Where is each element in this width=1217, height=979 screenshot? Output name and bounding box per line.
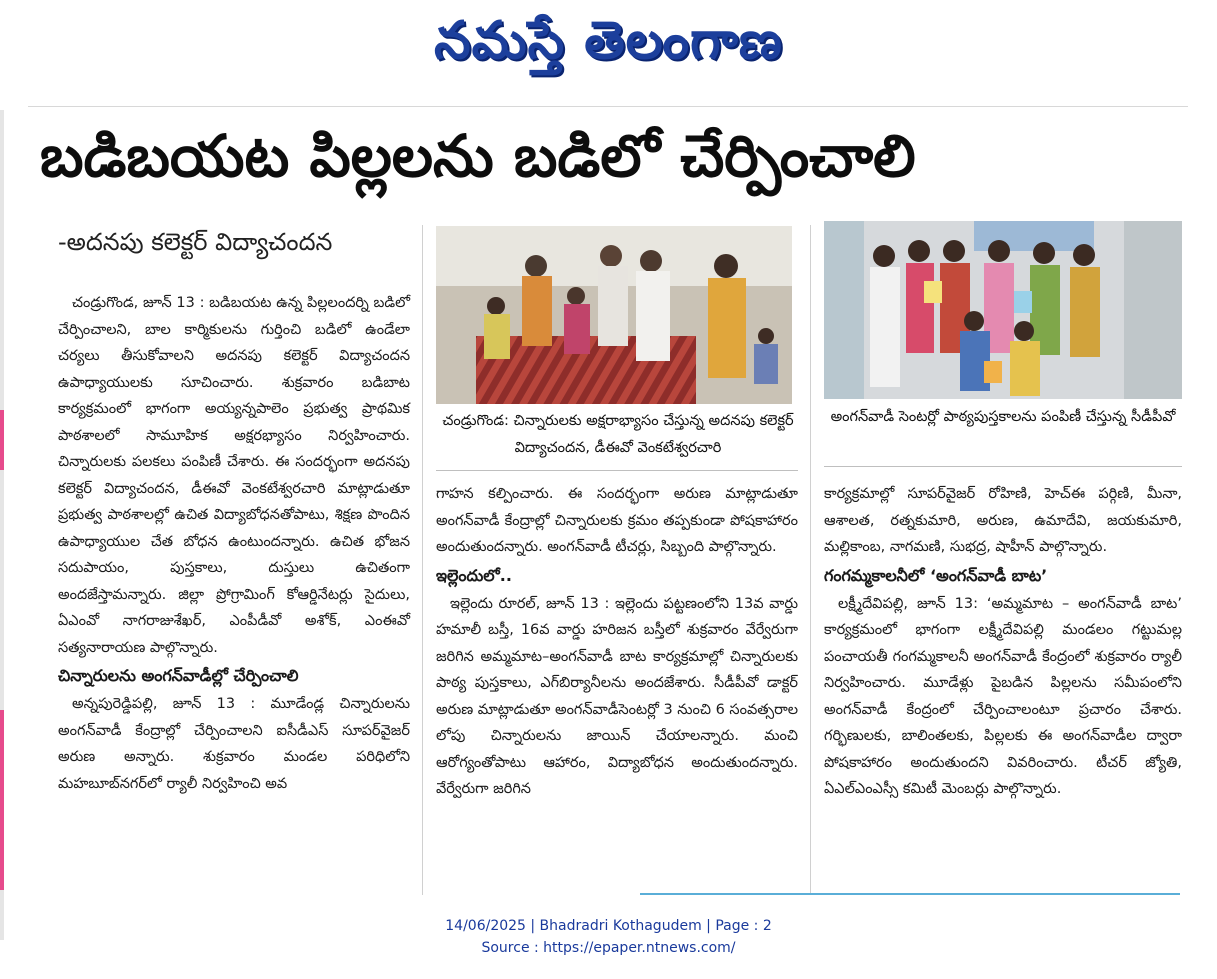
footer-edition-info: 14/06/2025 | Bhadradri Kothagudem | Page : 2 bbox=[445, 918, 772, 934]
photo-anganwadi-books bbox=[824, 221, 1182, 399]
paragraph: ఇల్లెందు రూరల్, జూన్ 13 : ఇల్లెందు పట్టణంలోని 13వ వార్డు హమాలీ బస్తీ, 16వ వార్డు హరిజన బస్తీలో శుక్రవారం వేర్వేరుగా జరిగిన అమ్మమాట–అంగన్‌వాడీ బాట కార్యక్రమాల్లో చిన్నారులకు పాఠ్య పుస్తకాలు, ఎగ్‌బిర్యానీలను అందజేశారు. సీడీపీవో డాక్టర్ అరుణ మాట్లాడుతూ అంగన్‌వాడీసెంటర్లో 3 నుంచి 6 సంవత్సరాల లోపు చిన్నారులను జాయిన్ చేయాలన్నారు. మంచి ఆరోగ్యంతోపాటు ఆహారం, విద్యాబోధన అందుతుందన్నారు. వేర్వేరుగా జరిగిన bbox=[436, 595, 798, 797]
paragraph: గాహన కల్పించారు. ఈ సందర్భంగా అరుణ మాట్లాడుతూ అంగన్‌వాడీ కేంద్రాల్లో చిన్నారులకు క్రమం తప్పకుండా పోషకాహారం అందుతుందన్నారు. అంగన్‌వాడీ టీచర్లు, సిబ్బంది పాల్గొన్నారు. bbox=[436, 486, 798, 555]
paragraph: చండ్రుగొండ, జూన్ 13 : బడిబయట ఉన్న పిల్లలందర్ని బడిలో చేర్పించాలని, బాల కార్మికులను గుర్తించి బడిలో ఉండేలా చర్యలు తీసుకోవాలని అదనపు కలెక్టర్ విద్యాచందన ఉపాధ్యాయులకు సూచించారు. శుక్రవారం బడిబాట కార్యక్రమంలో భాగంగా అయ్యన్నపాలెం ప్రభుత్వ ప్రాథమిక పాఠశాలలో సామూహిక అక్షరభ్యాసం నిర్వహించారు. చిన్నారులకు పలకలు పంపిణీ చేశారు. ఈ సందర్భంగా అదనపు కలెక్టర్ విద్యాచందన, డీఈవో వెంకటేశ్వరచారి మాట్లాడుతూ ప్రభుత్వ పాఠశాలల్లో ఉచిత విద్యాబోధనతోపాటు, శిక్షణ పొందిన ఉపాధ్యాయుల చేత బోధన ఉంటుందన్నారు. ఉచిత భోజన సదుపాయం, పుస్తకాలు, దుస్తులు ఉచితంగా అందజేస్తామన్నారు. జిల్లా ప్రోగ్రామింగ్ కోఆర్డినేటర్లు సైదులు, ఏఎంవో నాగరాజుశేఖర్, ఎంపీడీవో అశోక్, ఎంఈవో సత్యనారాయణ పాల్గొన్నారు. bbox=[58, 295, 410, 656]
paragraph: కార్యక్రమాల్లో సూపర్‌వైజర్ రోహిణి, హెచ్ఈ పర్గిణి, మీనా, ఆశాలత, రత్నకుమారి, అరుణ, ఉమాదేవి, జయకుమారి, మల్లికాంబ, నాగమణి, సుభద్ర, షాహీన్ పాల్గొన్నారు. bbox=[824, 486, 1182, 555]
section-heading: ఇల్లెందులో.. bbox=[436, 565, 512, 585]
column-divider bbox=[810, 225, 811, 895]
article-subhead: -అదనపు కలెక్టర్ విద్యాచందన bbox=[58, 228, 333, 256]
section-heading: గంగమ్మకాలనీలో ‘అంగన్‌వాడీ బాట’ bbox=[824, 565, 1048, 585]
article-column-1 bbox=[58, 290, 410, 890]
article-column-2 bbox=[436, 481, 798, 881]
paragraph: అన్నపురెడ్డిపల్లి, జూన్ 13 : మూడేండ్ల చిన్నారులను అంగన్‌వాడీ కేంద్రాల్లో చేర్పించాలని ఐసీడీఎస్ సూపర్‌వైజర్ అరుణ అన్నారు. శుక్రవారం మండల పరిధిలోని మహబూబ్‌నగర్‌లో ర్యాలీ నిర్వహించి అవ bbox=[58, 696, 410, 792]
photo-literacy-event bbox=[436, 226, 792, 404]
divider bbox=[436, 470, 798, 471]
photo-caption: చండ్రుగొండ: చిన్నారులకు అక్షరాభ్యాసం చేస్తున్న అదనపు కలెక్టర్ విద్యాచందన, డీఈవో వెంకటేశ్వరచారి bbox=[442, 413, 794, 456]
divider bbox=[824, 466, 1182, 467]
edge-accent bbox=[0, 710, 4, 890]
newspaper-masthead bbox=[0, 0, 1217, 90]
paragraph: లక్ష్మీదేవిపల్లి, జూన్ 13: ‘అమ్మమాట – అంగన్‌వాడీ బాట’ కార్యక్రమంలో భాగంగా లక్ష్మీదేవిపల్లి మండలం గట్టుమల్ల పంచాయతీ గంగమ్మకాలనీ అంగన్‌వాడీ కేంద్రంలో శుక్రవారం ర్యాలీ నిర్వహించారు. మూడేళ్లు పైబడిన పిల్లలను సమీపంలోని అంగన్‌వాడీ కేంద్రంలో చేర్పించాలంటూ ప్రచారం చేశారు. గర్భిణులకు, బాలింతలకు, పిల్లలకు ఈ అంగన్‌వాడీల ద్వారా పోషకాహారం అందుతుందని వివరించారు. టీచర్ జ్యోతి, ఏఎల్ఎంఎస్సీ కమిటీ మెంబర్లు పాల్గొన్నారు. bbox=[824, 595, 1182, 797]
photo-caption: అంగన్‌వాడీ సెంటర్లో పాఠ్యపుస్తకాలను పంపిణీ చేస్తున్న సీడీపీవో bbox=[830, 409, 1176, 425]
section-heading: చిన్నారులను అంగన్‌వాడీల్లో చేర్పించాలి bbox=[58, 666, 299, 685]
divider bbox=[28, 106, 1188, 107]
page-footer bbox=[0, 915, 1217, 959]
page-edge-strip bbox=[0, 110, 4, 940]
edge-accent bbox=[0, 410, 4, 470]
masthead-title: నమస్తే తెలంగాణ bbox=[434, 10, 783, 71]
article-column-3 bbox=[824, 481, 1182, 881]
column-divider bbox=[422, 225, 423, 895]
advert-strip bbox=[640, 893, 1180, 903]
article-headline: బడిబయట పిల్లలను బడిలో చేర్పించాలి bbox=[40, 122, 916, 190]
footer-source-link[interactable]: Source : https://epaper.ntnews.com/ bbox=[481, 940, 736, 956]
